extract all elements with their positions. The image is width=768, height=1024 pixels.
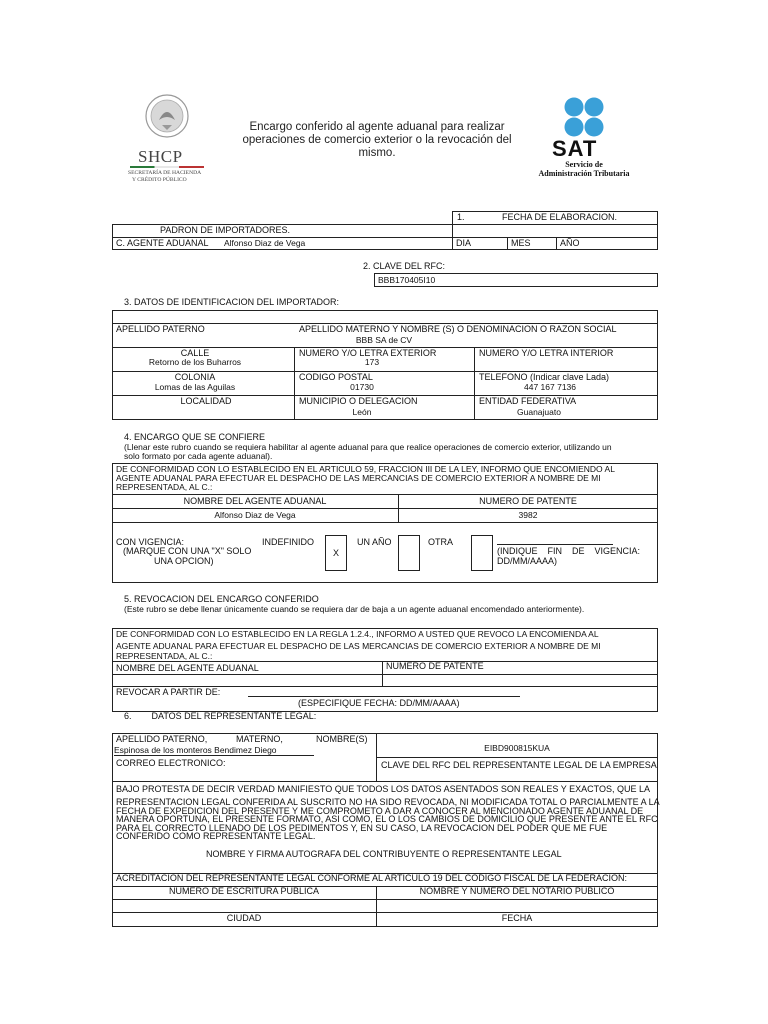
protesta-3: FECHA DE EXPEDICION DEL PRESENTE Y ME COMPROMETO A DAR A CONOCER AL MENCIONADO AGENTE ADUANAL DE [116, 806, 644, 816]
rep-materno-label: MATERNO, [236, 734, 283, 744]
indique-fin-vigencia-2: DD/MM/AAAA) [497, 556, 558, 566]
calle-value[interactable]: Retorno de los Buharros [148, 357, 242, 367]
un-ano-label: UN AÑO [357, 537, 392, 547]
page-title-line1: Encargo conferido al agente aduanal para realizar [249, 121, 505, 133]
mexico-eagle-seal-icon [122, 92, 212, 144]
escritura-label: NUMERO DE ESCRITURA PUBLICA [168, 886, 320, 896]
sat-logo-text: SAT [552, 136, 598, 161]
page-title [222, 121, 532, 160]
revocacion-nombre-agente-label: NOMBRE DEL AGENTE ADUANAL [116, 663, 259, 673]
section-4-heading: 4. ENCARGO QUE SE CONFIERE [124, 432, 266, 442]
encargo-conformidad-2: AGENTE ADUANAL PARA EFECTUAR EL DESPACHO DE LAS MERCANCIAS DE COMERCIO EXTERIOR A NOMBRE DE MI [116, 473, 601, 483]
revocar-fecha-line[interactable] [248, 696, 520, 697]
shcp-logo [122, 92, 212, 184]
codigo-postal-label: CODIGO POSTAL [299, 372, 373, 382]
shcp-divider [130, 166, 204, 168]
razon-social-value[interactable]: BBB SA de CV [355, 335, 413, 345]
apellido-paterno-label: APELLIDO PATERNO [116, 324, 205, 334]
marque-instruccion-1: (MARQUE CON UNA "X" SOLO [123, 546, 252, 556]
section-1-number: 1. [457, 212, 465, 222]
agente-aduanal-value[interactable]: Alfonso Diaz de Vega [224, 238, 306, 248]
clave-rfc-rep-label: CLAVE DEL RFC DEL REPRESENTANTE LEGAL DE LA EMPRESA [381, 760, 657, 770]
ano-field[interactable]: AÑO [560, 238, 580, 248]
protesta-6: CONFERIDO COMO REPRESENTANTE LEGAL. [116, 831, 316, 841]
mes-field[interactable]: MES [511, 238, 531, 248]
protesta-2: REPRESENTACION LEGAL CONFERIDA AL SUSCRITO NO HA SIDO REVOCADA, NI MODIFICADA TOTAL O PARCIALMENTE A LA [116, 797, 660, 807]
dia-field[interactable]: DIA [456, 238, 472, 248]
protesta-1: BAJO PROTESTA DE DECIR VERDAD MANIFIESTO QUE TODOS LOS DATOS ASENTADOS SON REALES Y EXACTOS, QUE LA [116, 784, 650, 794]
padron-label: PADRON DE IMPORTADORES. [160, 225, 291, 235]
rfc-label: 2. CLAVE DEL RFC: [363, 261, 446, 271]
telefono-value[interactable]: 447 167 7136 [524, 382, 576, 392]
rep-apellido-paterno-label: APELLIDO PATERNO, [116, 734, 208, 744]
especifique-fecha: (ESPECIFIQUE FECHA: DD/MM/AAAA) [298, 698, 460, 708]
num-exterior-value[interactable]: 173 [364, 357, 380, 367]
ciudad-label: CIUDAD [226, 913, 262, 923]
shcp-logo-text: SHCP [138, 147, 183, 166]
entidad-value[interactable]: Guanajuato [517, 407, 561, 417]
nombre-agente-label: NOMBRE DEL AGENTE ADUANAL [183, 496, 327, 506]
rep-name-value[interactable]: Espinosa de los monteros Bendimez Diego [114, 745, 277, 755]
sat-logo [530, 96, 644, 186]
section-4-note-2: solo formato por cada agente aduanal). [124, 451, 273, 461]
section-6-heading: 6. DATOS DEL REPRESENTANTE LEGAL: [124, 711, 317, 721]
calle-label: CALLE [180, 348, 210, 358]
shcp-subtitle-1: SECRETARÍA DE HACIENDA [128, 170, 202, 176]
rep-nombres-label: NOMBRE(S) [316, 734, 368, 744]
acreditacion-heading: ACREDITACION DEL REPRESENTANTE LEGAL CONFORME AL ARTICULO 19 DEL CODIGO FISCAL DE LA FEDERACION: [116, 873, 627, 883]
nombre-agente-value[interactable]: Alfonso Diaz de Vega [214, 510, 296, 520]
vigencia-label: CON VIGENCIA: [116, 537, 185, 547]
page-title-line3: mismo. [358, 147, 396, 159]
num-interior-label: NUMERO Y/O LETRA INTERIOR [479, 348, 614, 358]
fecha-label: FECHA [501, 913, 533, 923]
page-title-line2: operaciones de comercio exterior o la revocación del [242, 134, 512, 146]
sat-subtitle-2: Administración Tributaria [538, 169, 630, 178]
telefono-label: TELEFONO (Indicar clave Lada) [479, 372, 610, 382]
section-5-heading: 5. REVOCACION DEL ENCARGO CONFERIDO [124, 594, 319, 604]
indefinido-checkbox[interactable] [325, 535, 347, 571]
agente-aduanal-label: C. AGENTE ADUANAL [116, 238, 209, 248]
colonia-value[interactable]: Lomas de las Aguilas [154, 382, 236, 392]
section-4-note-1: (Llenar este rubro cuando se requiera habilitar al agente aduanal para que realice operaciones de comercio exterior, utilizando un [124, 442, 612, 452]
colonia-label: COLONIA [174, 372, 216, 382]
section-5-note: (Este rubro se debe llenar únicamente cuando se requiera dar de baja a un agente aduanal encomendado anteriormente). [124, 604, 585, 614]
protesta-5: PARA EL CORRECTO LLENADO DE LOS PEDIMENTOS Y, EN SU CASO, LA REVOCACION DEL PODER QUE ME FUE [116, 823, 608, 833]
rep-rfc-value[interactable]: EIBD900815KUA [484, 743, 550, 753]
un-ano-checkbox[interactable] [398, 535, 420, 571]
rfc-field[interactable] [374, 273, 658, 287]
indefinido-mark: X [332, 548, 339, 558]
rfc-value: BBB170405I10 [378, 275, 436, 285]
revocacion-patente-label: NUMERO DE PATENTE [386, 661, 484, 671]
marque-instruccion-2: UNA OPCION) [154, 556, 214, 566]
revocacion-conformidad-1: DE CONFORMIDAD CON LO ESTABLECIDO EN LA REGLA 1.2.4., INFORMO A USTED QUE REVOCO LA ENCOMIENDA AL [116, 629, 599, 639]
indefinido-label: INDEFINIDO [262, 537, 315, 547]
localidad-label: LOCALIDAD [180, 396, 232, 406]
sat-subtitle-1: Servicio de [565, 160, 603, 169]
otra-label: OTRA [428, 537, 454, 547]
codigo-postal-value[interactable]: 01730 [350, 382, 374, 392]
municipio-value[interactable]: León [352, 407, 372, 417]
section-3-heading: 3. DATOS DE IDENTIFICACION DEL IMPORTADOR: [124, 297, 340, 307]
otra-checkbox[interactable] [471, 535, 493, 571]
encargo-conformidad-3: REPRESENTADA, AL C.: [116, 482, 213, 492]
patente-label: NUMERO DE PATENTE [479, 496, 577, 506]
sat-circles-icon [530, 96, 644, 138]
revocacion-conformidad-2: AGENTE ADUANAL PARA EFECTUAR EL DESPACHO DE LAS MERCANCIAS DE COMERCIO EXTERIOR A NOMBRE DE MI [116, 641, 601, 651]
firma-label[interactable]: NOMBRE Y FIRMA AUTOGRAFA DEL CONTRIBUYENTE O REPRESENTANTE LEGAL [206, 849, 562, 859]
shcp-subtitle-2: Y CRÉDITO PÚBLICO [132, 177, 187, 183]
notario-label: NOMBRE Y NUMERO DEL NOTARIO PUBLICO [419, 886, 615, 896]
num-exterior-label: NUMERO Y/O LETRA EXTERIOR [299, 348, 437, 358]
encargo-conformidad-1: DE CONFORMIDAD CON LO ESTABLECIDO EN EL ARTICULO 59, FRACCION III DE LA LEY, INFORMO QUE ENCOMIENDO AL [116, 464, 615, 474]
revocar-label: REVOCAR A PARTIR DE: [116, 687, 221, 697]
correo-label: CORREO ELECTRONICO: [116, 758, 226, 768]
apellido-materno-label: APELLIDO MATERNO Y NOMBRE (S) O DENOMINACION O RAZON SOCIAL [299, 324, 617, 334]
vigencia-fecha-line[interactable] [497, 544, 613, 545]
indique-fin-vigencia-1: (INDIQUE FIN DE VIGENCIA: [497, 546, 641, 556]
patente-value[interactable]: 3982 [518, 510, 538, 520]
revocacion-conformidad-3: REPRESENTADA, AL C.: [116, 651, 213, 661]
protesta-4: MANERA OPORTUNA, EL PRESENTE FORMATO, ASI COMO, EL O LOS CAMBIOS DE DOMICILIO QUE PRESENTE ANTE EL RFC [116, 814, 658, 824]
municipio-label: MUNICIPIO O DELEGACION [299, 396, 418, 406]
fecha-elaboracion-label: FECHA DE ELABORACION. [502, 212, 618, 222]
entidad-label: ENTIDAD FEDERATIVA [479, 396, 577, 406]
